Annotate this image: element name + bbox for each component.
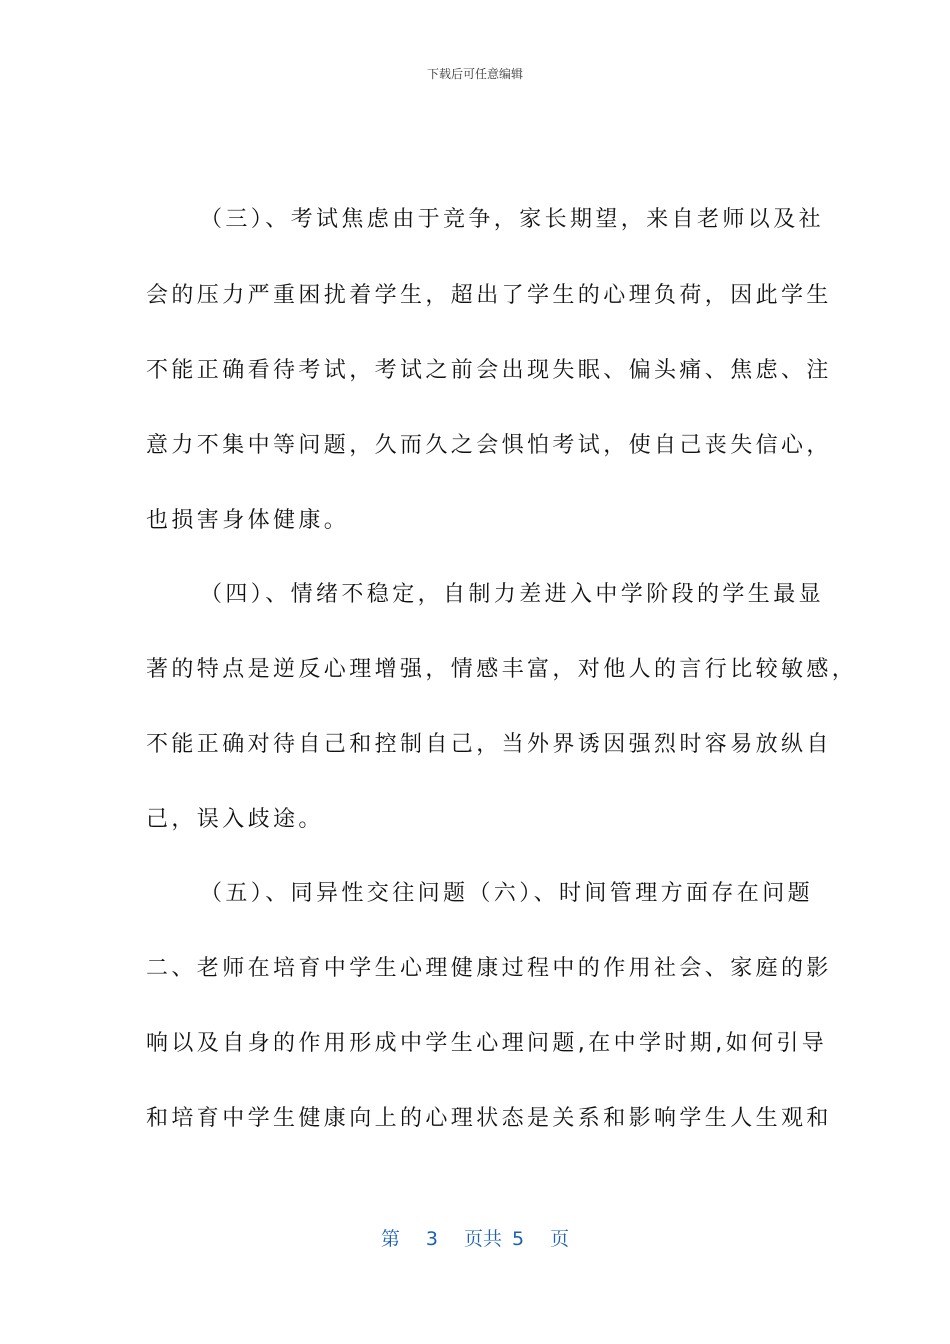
current-page-number: 3 [425,1228,438,1250]
paragraph-line: 二、老师在培育中学生心理健康过程中的作用社会、家庭的影 [146,956,832,981]
footer-suffix: 页 [550,1228,570,1250]
paragraph-line: 不能正确看待考试，考试之前会出现失眠、偏头痛、焦虑、注 [146,358,832,383]
paragraph-line: （五）、同异性交往问题（六）、时间管理方面存在问题 [200,881,814,906]
paragraph-line: 著的特点是逆反心理增强，情感丰富，对他人的言行比较敏感， [146,657,858,682]
paragraph-line: 意力不集中等问题，久而久之会惧怕考试，使自己丧失信心， [146,433,832,458]
paragraph-line: （四）、情绪不稳定，自制力差进入中学阶段的学生最显 [200,582,825,607]
paragraph-line: 响以及自身的作用形成中学生心理问题,在中学时期,如何引导 [146,1031,828,1056]
total-pages-number: 5 [512,1228,525,1250]
paragraph-line: （三）、考试焦虑由于竞争，家长期望，来自老师以及社 [200,207,825,232]
paragraph-line: 和培育中学生健康向上的心理状态是关系和影响学生人生观和 [146,1106,832,1131]
paragraph-line: 不能正确对待自己和控制自己，当外界诱因强烈时容易放纵自 [146,732,832,757]
footer-middle: 页共 [463,1228,502,1250]
page-footer [0,1226,950,1252]
paragraph-line: 会的压力严重困扰着学生，超出了学生的心理负荷，因此学生 [146,283,832,308]
paragraph-line: 也损害身体健康。 [146,508,350,533]
page-header: 下载后可任意编辑 [426,67,523,81]
paragraph-line: 己，误入歧途。 [146,807,324,832]
footer-prefix: 第 [380,1228,400,1250]
